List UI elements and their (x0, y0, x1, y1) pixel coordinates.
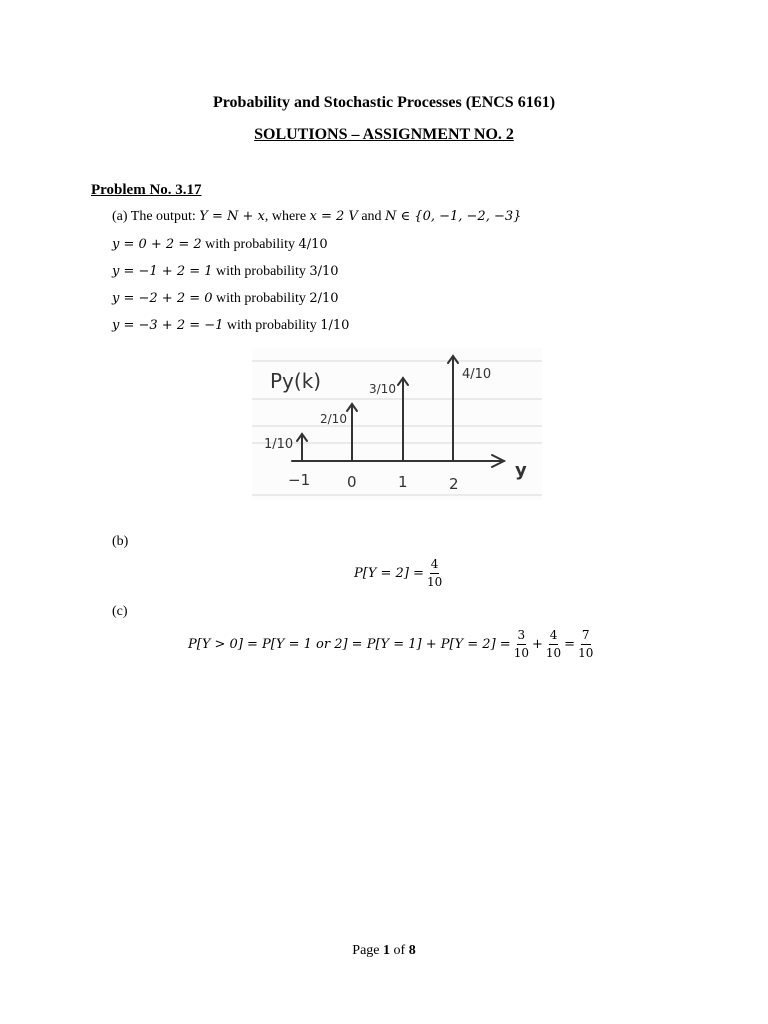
page-footer (0, 943, 768, 959)
outcome-row (112, 291, 339, 307)
outcome-row (112, 264, 339, 280)
outcome-probability: 3/10 (309, 264, 339, 279)
fraction-denominator: 10 (578, 646, 594, 660)
outcome-equation: y = −1 + 2 = 1 (112, 264, 213, 279)
problem-heading: Problem No. 3.17 (91, 182, 202, 198)
assignment-title: SOLUTIONS – ASSIGNMENT NO. 2 (254, 126, 514, 143)
page-word: Page (352, 943, 384, 958)
fraction-denominator: 10 (513, 646, 529, 660)
outcome-equation: y = −2 + 2 = 0 (112, 291, 213, 306)
where-text: , where (264, 209, 310, 224)
outcome-text: with probability (201, 237, 299, 252)
fraction-denominator: 10 (545, 646, 562, 660)
plus-sign: + (531, 637, 543, 652)
stem-label-3-10: 3/10 (369, 382, 396, 396)
outcome-row (112, 237, 328, 253)
stem-label-4-10: 4/10 (462, 367, 492, 382)
course-title: Probability and Stochastic Processes (ENCS 6161) (212, 94, 556, 111)
part-b-label: (b) (112, 534, 129, 549)
pmf-sketch (252, 348, 542, 500)
of-word: of (390, 943, 409, 958)
outcome-equation: y = −3 + 2 = −1 (112, 318, 224, 333)
fraction-numerator: 4 (430, 557, 440, 574)
tick-1: 1 (398, 473, 408, 491)
outcome-text: with probability (212, 264, 310, 279)
fraction-denominator: 10 (426, 575, 443, 589)
outcome-probability: 2/10 (309, 291, 339, 306)
outcome-text: with probability (223, 318, 321, 333)
outcome-probability: 1/10 (320, 318, 350, 333)
tick-minus1: −1 (288, 471, 311, 489)
sketch-xlabel: y (515, 460, 527, 481)
part-a-statement (112, 209, 521, 225)
part-c-fraction-3 (578, 628, 593, 661)
part-b-lhs: P[Y = 2] = (354, 566, 424, 581)
outcome-probability: 4/10 (298, 237, 328, 252)
and-text: and (357, 209, 386, 224)
x-equation: x = 2 V (309, 209, 358, 224)
fraction-numerator: 7 (581, 628, 591, 645)
part-b-equation (354, 557, 445, 590)
page-total: 8 (408, 943, 416, 958)
tick-2: 2 (449, 475, 459, 493)
outcome-equation: y = 0 + 2 = 2 (112, 237, 202, 252)
part-c-fraction-2 (546, 628, 561, 661)
outcome-text: with probability (212, 291, 310, 306)
sketch-ylabel: Py(k) (270, 369, 322, 393)
stem-label-1-10: 1/10 (264, 437, 294, 452)
part-c-equation (188, 628, 596, 661)
part-c-label: (c) (112, 604, 128, 619)
tick-0: 0 (347, 473, 357, 491)
output-equation: Y = N + x (199, 209, 265, 224)
equals-sign: = (564, 637, 576, 652)
page-number: 1 (383, 943, 391, 958)
part-b-fraction (427, 557, 442, 590)
n-set: N ∈ {0, −1, −2, −3} (385, 209, 522, 224)
fraction-numerator: 3 (517, 628, 527, 645)
fraction-numerator: 4 (549, 628, 559, 645)
part-c-lhs: P[Y > 0] = P[Y = 1 or 2] = P[Y = 1] + P[Y = 2] = (188, 637, 511, 652)
part-a-prefix: (a) The output: (112, 209, 200, 224)
stem-label-2-10: 2/10 (320, 412, 347, 426)
outcome-row (112, 318, 349, 334)
part-c-fraction-1 (514, 628, 529, 661)
